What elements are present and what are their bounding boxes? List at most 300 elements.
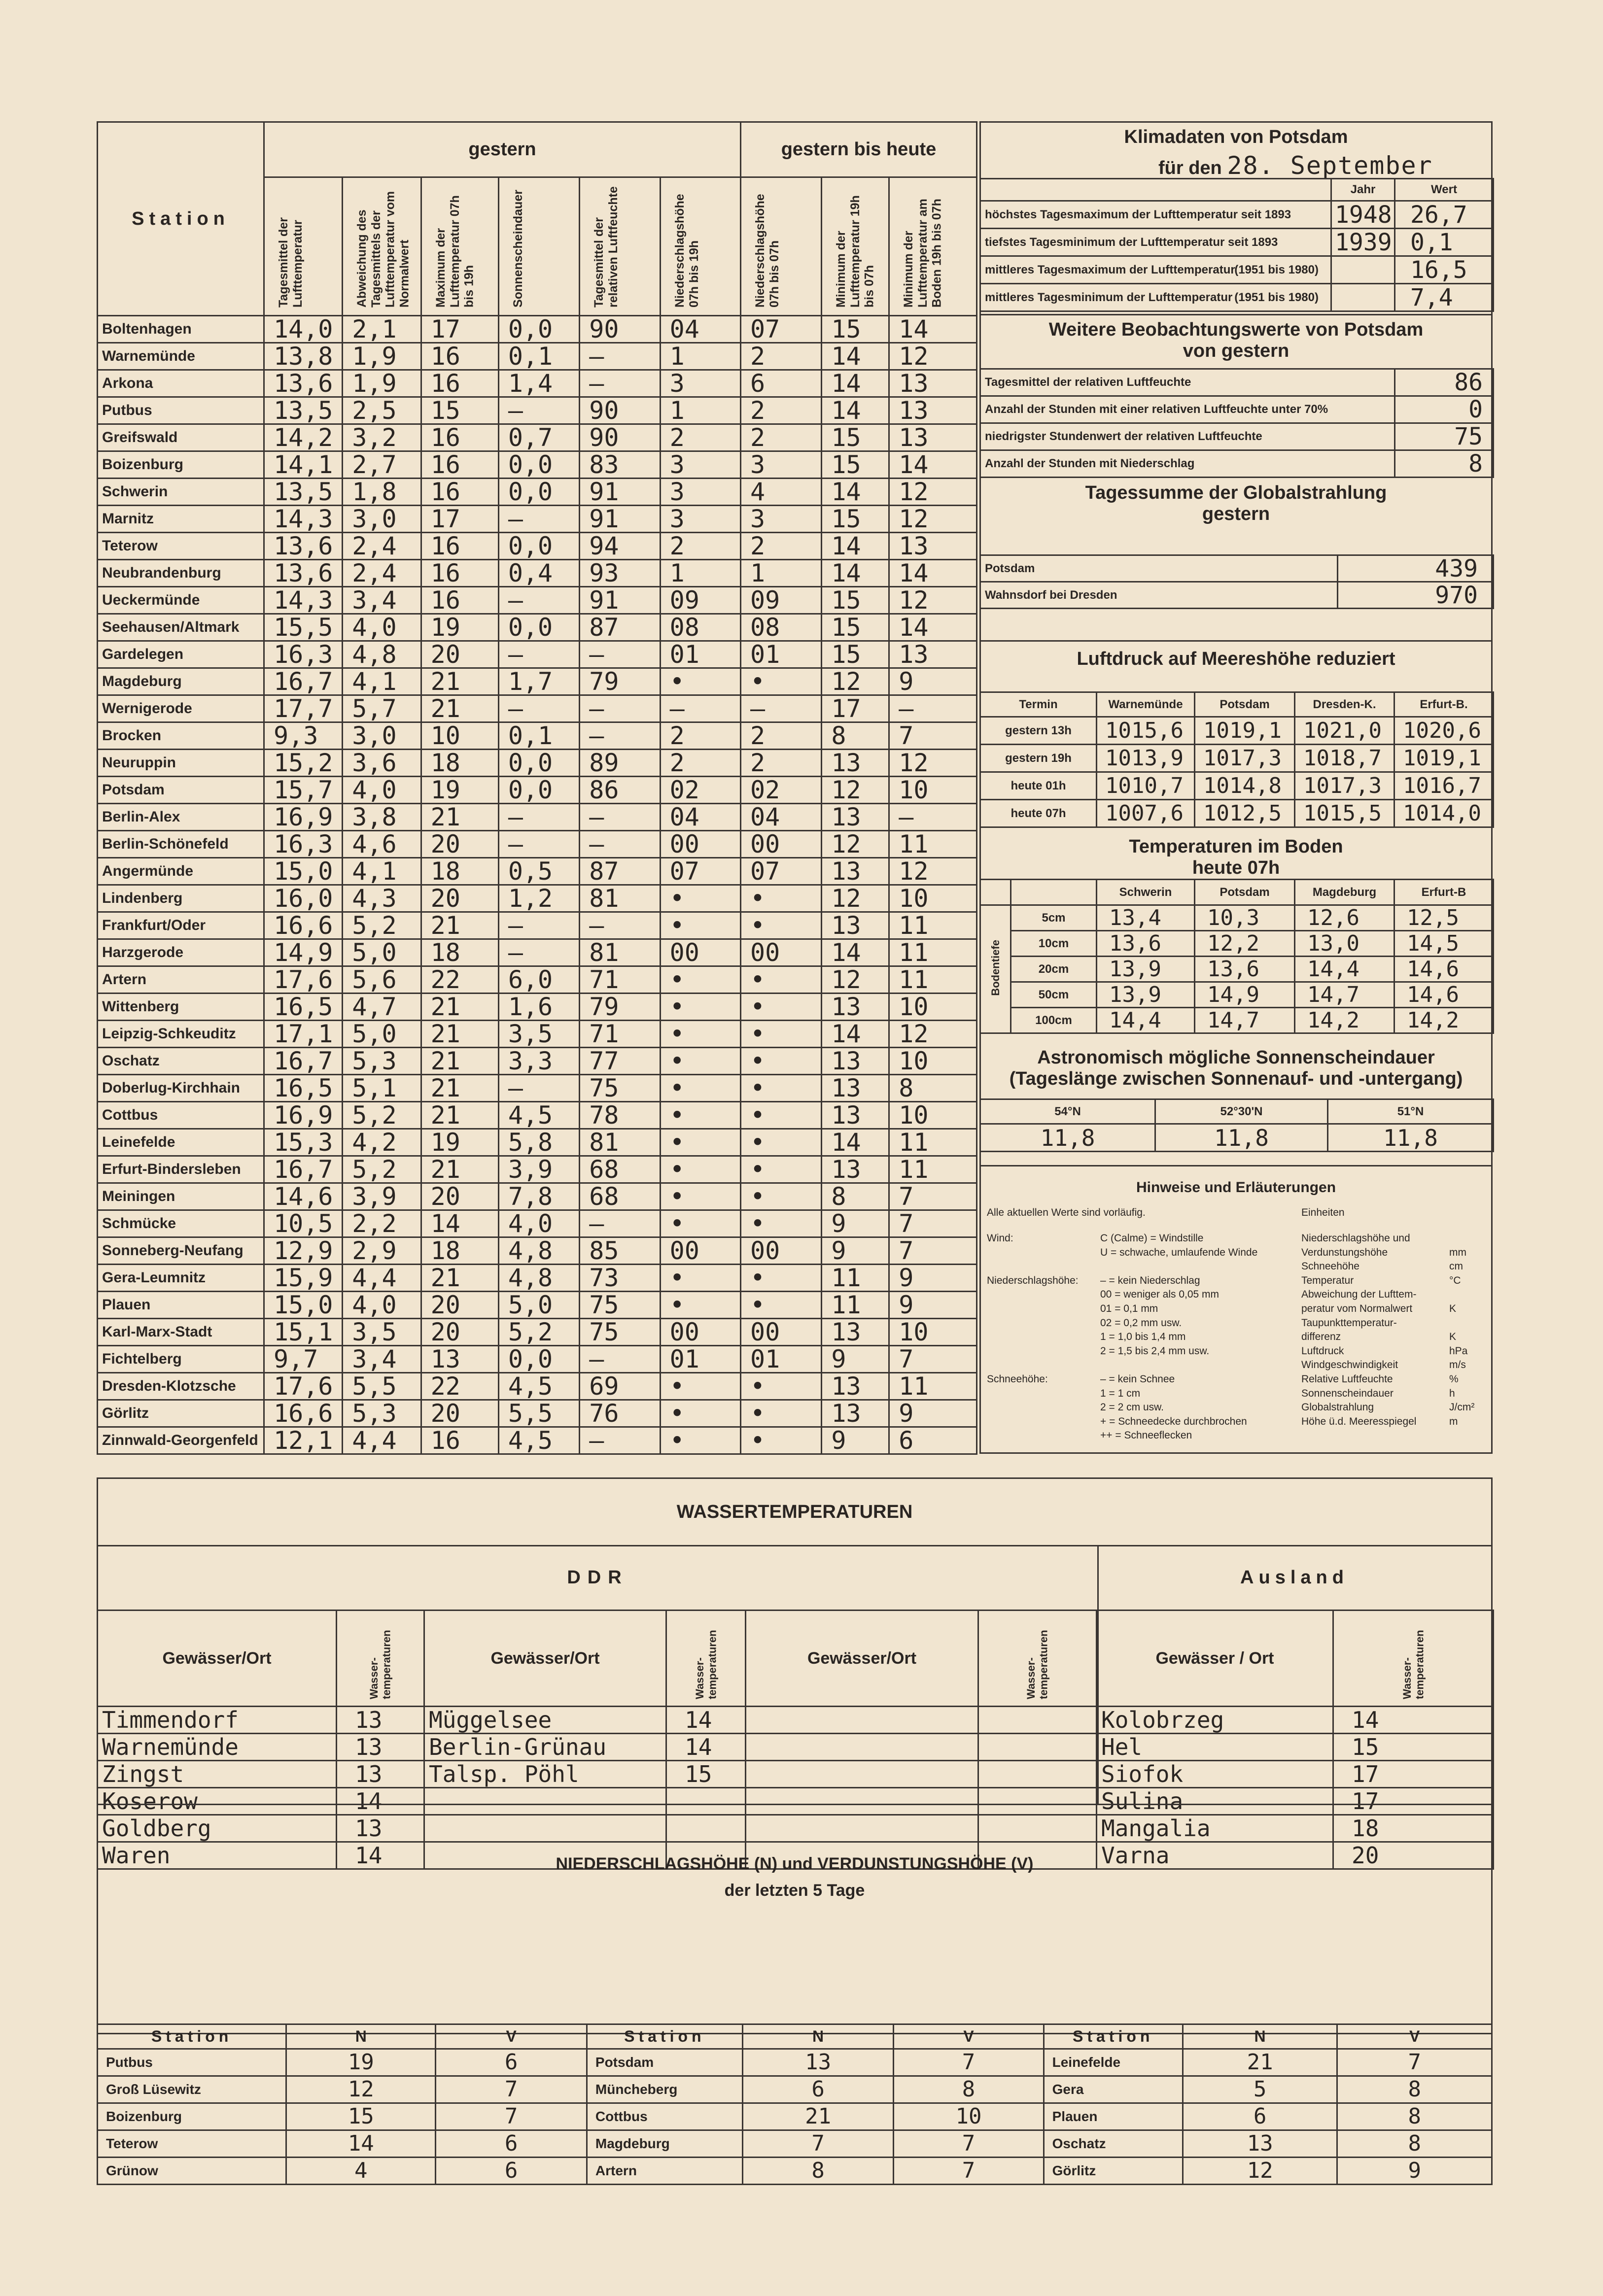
nieder-station: Potsdam [587, 2049, 742, 2076]
station-value: • [660, 1210, 740, 1237]
station-value: 75 [580, 1319, 660, 1346]
table-row [98, 1183, 977, 1210]
station-value: 81 [580, 939, 660, 966]
hinweis-key: Niederschlagshöhe: [987, 1274, 1079, 1286]
station-value: 19 [421, 1129, 498, 1156]
station-name: Harzgerode [98, 939, 264, 966]
boden-side-label: Bodentiefe [989, 940, 1002, 996]
station-value: 3,2 [343, 424, 421, 451]
station-name: Zinnwald-Georgenfeld [98, 1427, 264, 1454]
station-value: 12 [889, 506, 977, 533]
station-value: 83 [580, 451, 660, 479]
station-value: 15,2 [264, 750, 343, 777]
column-header-label: Minimum der Lufttemperatur 19h bis 07h [834, 195, 876, 308]
station-value: 2 [741, 750, 822, 777]
station-value: • [741, 994, 822, 1021]
station-name: Boizenburg [98, 451, 264, 479]
boden-value: 13,0 [1295, 931, 1394, 957]
nieder-n: 7 [742, 2130, 894, 2158]
station-value: 4,0 [343, 614, 421, 641]
hinweis-line [987, 1358, 1292, 1372]
wasser-temp: 14 [666, 1707, 746, 1734]
klima-label [980, 201, 1331, 229]
boden-header: Schwerin [1097, 880, 1195, 905]
station-value: – [889, 695, 977, 722]
station-value: 22 [421, 1373, 498, 1400]
klima-jahr [1331, 284, 1395, 311]
station-name: Ueckermünde [98, 587, 264, 614]
weitere-row [980, 450, 1494, 478]
weitere-value: 0 [1395, 396, 1494, 423]
station-value: 89 [580, 750, 660, 777]
station-value: 1,8 [343, 479, 421, 506]
nieder-v: 6 [436, 2158, 587, 2185]
weitere-table [979, 368, 1494, 478]
weitere-label: Tagesmittel der relativen Luftfeuchte [980, 369, 1395, 396]
station-value: 78 [580, 1102, 660, 1129]
table-row [98, 397, 977, 424]
station-value: • [741, 966, 822, 994]
wasser-ort: Talsp. Pöhl [424, 1761, 666, 1788]
station-value: 12,1 [264, 1427, 343, 1454]
table-row [98, 695, 977, 722]
boden-value: 12,2 [1195, 931, 1295, 957]
nieder-station: Oschatz [1044, 2130, 1183, 2158]
station-value: • [660, 1102, 740, 1129]
boden-value: 14,2 [1394, 1008, 1494, 1033]
station-name: Artern [98, 966, 264, 994]
station-value: 16,6 [264, 1400, 343, 1427]
station-value: 13 [889, 424, 977, 451]
luftdruck-value: 1017,3 [1195, 745, 1295, 772]
boden-value: 14,9 [1195, 982, 1295, 1008]
station-table [97, 121, 977, 1455]
station-name: Gera-Leumnitz [98, 1265, 264, 1292]
station-value: 12 [822, 777, 889, 804]
unit-line [1301, 1372, 1484, 1387]
station-value: 00 [741, 939, 822, 966]
unit-value: m/s [1449, 1359, 1466, 1371]
station-value: 87 [580, 858, 660, 885]
station-value: 10 [889, 1048, 977, 1075]
station-value: 16 [421, 479, 498, 506]
unit-line [1301, 1288, 1484, 1302]
station-value: 10 [889, 777, 977, 804]
station-value: 4,5 [498, 1427, 579, 1454]
hinweis-value: U = schwache, umlaufende Winde [1100, 1246, 1258, 1258]
wasser-temp: 15 [666, 1761, 746, 1788]
station-value: 13 [822, 804, 889, 831]
station-value: 13 [822, 1400, 889, 1427]
station-value: 17 [421, 506, 498, 533]
station-value: • [660, 912, 740, 939]
station-value: 13,8 [264, 343, 343, 370]
station-value: 5,5 [498, 1400, 579, 1427]
station-value: 21 [421, 994, 498, 1021]
station-value: 2,2 [343, 1210, 421, 1237]
unit-line [1301, 1358, 1484, 1372]
station-value: 90 [580, 397, 660, 424]
table-row [98, 1292, 977, 1319]
station-name: Marnitz [98, 506, 264, 533]
wasser-ort [746, 1815, 978, 1842]
station-value: 01 [660, 1346, 740, 1373]
nieder-n: 6 [1183, 2103, 1337, 2130]
nieder-v: 9 [1337, 2158, 1492, 2185]
station-value: 5,2 [343, 1156, 421, 1183]
hinweis-line [987, 1288, 1292, 1302]
nieder-station: Magdeburg [587, 2130, 742, 2158]
station-value: • [660, 1265, 740, 1292]
station-value: 4,2 [343, 1129, 421, 1156]
station-value: 21 [421, 1075, 498, 1102]
station-value: 11 [889, 966, 977, 994]
wasser-temp [978, 1788, 1097, 1815]
column-header [822, 177, 889, 316]
unit-line [1301, 1274, 1484, 1288]
station-value: • [741, 1075, 822, 1102]
luftdruck-value: 1018,7 [1295, 745, 1394, 772]
wasser-ort: Berlin-Grünau [424, 1734, 666, 1761]
klima-jahr [1331, 256, 1395, 284]
station-name: Doberlug-Kirchhain [98, 1075, 264, 1102]
global-value: 970 [1338, 582, 1494, 609]
klima-row [980, 229, 1494, 256]
nieder-n: 13 [1183, 2130, 1337, 2158]
hinweis-line [987, 1330, 1292, 1344]
nieder-col-station: Station [98, 2024, 286, 2049]
boden-title: Temperaturen im Boden [1129, 836, 1343, 857]
hinweis-value: + = Schneedecke durchbrochen [1100, 1415, 1247, 1427]
station-value: 13 [822, 750, 889, 777]
hinweis-line [987, 1387, 1292, 1401]
station-value: 14 [889, 451, 977, 479]
station-value: • [660, 994, 740, 1021]
table-row [98, 966, 977, 994]
global-label: Potsdam [980, 555, 1338, 582]
nieder-v: 7 [894, 2158, 1044, 2185]
station-value: 13 [822, 1048, 889, 1075]
station-value: 20 [421, 1400, 498, 1427]
column-header-label: Minimum der Lufttemperatur am Boden 19h bis 07h [902, 199, 944, 308]
station-value: 90 [580, 316, 660, 343]
boden-value: 13,9 [1097, 982, 1195, 1008]
station-value: 00 [660, 1237, 740, 1265]
column-header [264, 177, 343, 316]
luftdruck-row [980, 745, 1494, 772]
nieder-title: NIEDERSCHLAGSHÖHE (N) und VERDUNSTUNGSHÖHE (V) [556, 1854, 1034, 1873]
station-value: – [580, 1210, 660, 1237]
station-value: 21 [421, 1156, 498, 1183]
klima-table [979, 178, 1494, 312]
station-value: 14,3 [264, 506, 343, 533]
station-value: 4,5 [498, 1102, 579, 1129]
nieder-n: 5 [1183, 2076, 1337, 2103]
nieder-v: 6 [436, 2049, 587, 2076]
station-value: 11 [889, 1156, 977, 1183]
station-value: • [660, 1427, 740, 1454]
station-value: 14,9 [264, 939, 343, 966]
weitere-label: niedrigster Stundenwert der relativen Luftfeuchte [980, 423, 1395, 450]
station-value: 4,8 [498, 1265, 579, 1292]
station-value: 21 [421, 1021, 498, 1048]
station-value: • [741, 1021, 822, 1048]
station-value: 17,6 [264, 966, 343, 994]
station-value: 12 [889, 587, 977, 614]
station-value: 16 [421, 424, 498, 451]
wasser-row [98, 1734, 1494, 1761]
station-value: • [660, 966, 740, 994]
luftdruck-row [980, 772, 1494, 800]
station-value: • [741, 1210, 822, 1237]
station-value: 15,5 [264, 614, 343, 641]
unit-value: hPa [1449, 1345, 1468, 1357]
luftdruck-termin: gestern 19h [980, 745, 1097, 772]
hinweis-value: 02 = 0,2 mm usw. [1100, 1317, 1182, 1329]
table-row [98, 1102, 977, 1129]
station-value: 12 [822, 831, 889, 858]
station-value: 91 [580, 506, 660, 533]
station-value: 5,5 [343, 1373, 421, 1400]
station-value: – [660, 695, 740, 722]
station-value: 0,5 [498, 858, 579, 885]
luftdruck-value: 1010,7 [1097, 772, 1195, 800]
station-value: – [498, 912, 579, 939]
station-name: Oschatz [98, 1048, 264, 1075]
unit-value: J/cm² [1449, 1402, 1475, 1413]
station-value: 01 [660, 641, 740, 668]
wasser-col-temp-label: Wasser-temperaturen [1400, 1629, 1426, 1699]
luftdruck-header: Potsdam [1195, 692, 1295, 717]
station-value: 5,1 [343, 1075, 421, 1102]
global-value: 439 [1338, 555, 1494, 582]
station-value: 2,1 [343, 316, 421, 343]
nieder-v: 7 [436, 2076, 587, 2103]
report-sheet [97, 121, 1493, 2183]
station-value: • [741, 1427, 822, 1454]
wasser-ddr-label: DDR [567, 1567, 628, 1588]
station-name: Lindenberg [98, 885, 264, 912]
station-name: Warnemünde [98, 343, 264, 370]
table-row [98, 343, 977, 370]
luftdruck-value: 1014,8 [1195, 772, 1295, 800]
wasser-temp: 14 [337, 1788, 424, 1815]
station-value: 16 [421, 1427, 498, 1454]
wasser-ort [746, 1788, 978, 1815]
wasser-ort: Timmendorf [98, 1707, 337, 1734]
nieder-station: Teterow [98, 2130, 286, 2158]
luftdruck-value: 1019,1 [1394, 745, 1494, 772]
hinweise-intro: Alle aktuellen Werte sind vorläufig. [987, 1207, 1146, 1218]
station-value: 5,2 [343, 912, 421, 939]
station-value: • [741, 1183, 822, 1210]
station-value: 4,0 [343, 777, 421, 804]
station-value: 15,0 [264, 1292, 343, 1319]
station-value: 08 [660, 614, 740, 641]
station-value: – [580, 831, 660, 858]
station-value: – [580, 695, 660, 722]
table-row [98, 1075, 977, 1102]
column-header-label: Tagesmittel der Lufttemperatur [277, 217, 305, 308]
station-value: – [498, 695, 579, 722]
station-value: 3,5 [343, 1319, 421, 1346]
station-value: 14,0 [264, 316, 343, 343]
station-name: Leinefelde [98, 1129, 264, 1156]
unit-value: cm [1449, 1261, 1463, 1272]
wasser-col-ort: Gewässer/Ort [98, 1611, 337, 1707]
nieder-v: 7 [894, 2049, 1044, 2076]
station-value: 22 [421, 966, 498, 994]
station-value: 13,5 [264, 397, 343, 424]
column-header [343, 177, 421, 316]
station-value: – [498, 506, 579, 533]
hinweis-value: 1 = 1,0 bis 1,4 mm [1100, 1331, 1186, 1343]
station-value: 11 [889, 1373, 977, 1400]
station-value: 15,9 [264, 1265, 343, 1292]
station-value: • [741, 1265, 822, 1292]
station-value: 3,9 [498, 1156, 579, 1183]
wasser-temp [978, 1815, 1097, 1842]
station-value: 14 [822, 370, 889, 397]
boden-depth: 100cm [1011, 1008, 1097, 1033]
station-value: 12 [889, 343, 977, 370]
unit-key: Globalstrahlung [1301, 1402, 1374, 1413]
unit-line [1301, 1260, 1484, 1274]
wasser-row [98, 1761, 1494, 1788]
nieder-row [98, 2103, 1492, 2130]
unit-line [1301, 1415, 1484, 1429]
station-value: – [498, 831, 579, 858]
luftdruck-table [979, 691, 1494, 828]
klima-period: (1951 bis 1980) [1234, 263, 1319, 276]
table-row [98, 1021, 977, 1048]
station-value: • [741, 1129, 822, 1156]
wasser-col-temp-label: Wasser-temperaturen [1025, 1629, 1050, 1699]
station-value: 10,5 [264, 1210, 343, 1237]
table-row [98, 641, 977, 668]
column-header [660, 177, 740, 316]
station-value: 9 [822, 1346, 889, 1373]
boden-row [980, 905, 1494, 931]
station-value: – [580, 1427, 660, 1454]
boden-value: 14,7 [1195, 1008, 1295, 1033]
station-value: 2 [741, 722, 822, 750]
station-value: 20 [421, 1183, 498, 1210]
station-value: 15 [822, 424, 889, 451]
station-name: Greifswald [98, 424, 264, 451]
station-value: 15 [822, 451, 889, 479]
column-header-label: Sonnenscheindauer [511, 190, 525, 308]
hinweis-line [987, 1302, 1292, 1316]
wasser-ort: Koserow [98, 1788, 337, 1815]
wasser-ort: Hel [1097, 1734, 1333, 1761]
boden-subtitle: heute 07h [1192, 857, 1280, 878]
station-value: 14,3 [264, 587, 343, 614]
station-value: 5,2 [498, 1319, 579, 1346]
station-value: 69 [580, 1373, 660, 1400]
wasser-temp: 14 [666, 1734, 746, 1761]
luftdruck-header: Erfurt-B. [1394, 692, 1494, 717]
column-header [421, 177, 498, 316]
station-value: – [889, 804, 977, 831]
unit-value: mm [1449, 1246, 1466, 1258]
klima-jahr: 1948 [1331, 201, 1395, 229]
station-value: 0,7 [498, 424, 579, 451]
station-value: 4,6 [343, 831, 421, 858]
station-value: 11 [889, 831, 977, 858]
nieder-n: 14 [286, 2130, 436, 2158]
luftdruck-row [980, 717, 1494, 745]
station-value: 0,0 [498, 479, 579, 506]
station-value: – [580, 722, 660, 750]
hinweise-title: Hinweise und Erläuterungen [1136, 1179, 1336, 1196]
wasser-temp: 20 [1333, 1842, 1494, 1869]
weitere-row [980, 396, 1494, 423]
klima-wert: 7,4 [1395, 284, 1494, 311]
station-value: 09 [660, 587, 740, 614]
klima-title: Klimadaten von Potsdam [1124, 127, 1348, 147]
station-value: 16 [421, 587, 498, 614]
weitere-row [980, 423, 1494, 450]
station-value: 04 [660, 316, 740, 343]
station-value: 3,0 [343, 506, 421, 533]
table-row [98, 858, 977, 885]
unit-key: peratur vom Normalwert [1301, 1302, 1413, 1314]
boden-value: 14,2 [1295, 1008, 1394, 1033]
station-value: 4,3 [343, 885, 421, 912]
station-value: 71 [580, 966, 660, 994]
hinweis-key: Wind: [987, 1233, 1013, 1244]
station-value: 9 [889, 668, 977, 695]
station-value: 14 [822, 533, 889, 560]
klima-label-text: mittleres Tagesmaximum der Lufttemperatur [985, 263, 1235, 276]
boden-row [980, 957, 1494, 982]
station-value: 15 [822, 614, 889, 641]
station-value: 16,3 [264, 831, 343, 858]
station-value: 16,0 [264, 885, 343, 912]
table-row [98, 1210, 977, 1237]
nieder-v: 8 [1337, 2130, 1492, 2158]
station-value: 01 [741, 1346, 822, 1373]
wasser-temp: 13 [337, 1734, 424, 1761]
hinweis-value: 1 = 1 cm [1100, 1387, 1141, 1399]
luftdruck-value: 1020,6 [1394, 717, 1494, 745]
luftdruck-value: 1017,3 [1295, 772, 1394, 800]
station-value: 1,7 [498, 668, 579, 695]
weitere-title: Weitere Beobachtungswerte von Potsdam [1048, 319, 1424, 340]
boden-value: 14,6 [1394, 982, 1494, 1008]
station-value: 20 [421, 1319, 498, 1346]
station-value: 7,8 [498, 1183, 579, 1210]
station-value: 6 [741, 370, 822, 397]
luftdruck-termin: gestern 13h [980, 717, 1097, 745]
hinweis-line [987, 1415, 1292, 1429]
station-value: 0,4 [498, 560, 579, 587]
station-value: 2,4 [343, 533, 421, 560]
station-value: 15 [822, 641, 889, 668]
station-value: • [741, 1373, 822, 1400]
wasser-ort [424, 1788, 666, 1815]
station-value: 04 [660, 804, 740, 831]
boden-row [980, 931, 1494, 957]
wasser-temp: 14 [337, 1842, 424, 1869]
station-value: 16,6 [264, 912, 343, 939]
weitere-value: 75 [1395, 423, 1494, 450]
station-value: 12 [822, 966, 889, 994]
station-value: • [741, 1292, 822, 1319]
station-value: – [580, 912, 660, 939]
unit-value: K [1449, 1331, 1457, 1343]
